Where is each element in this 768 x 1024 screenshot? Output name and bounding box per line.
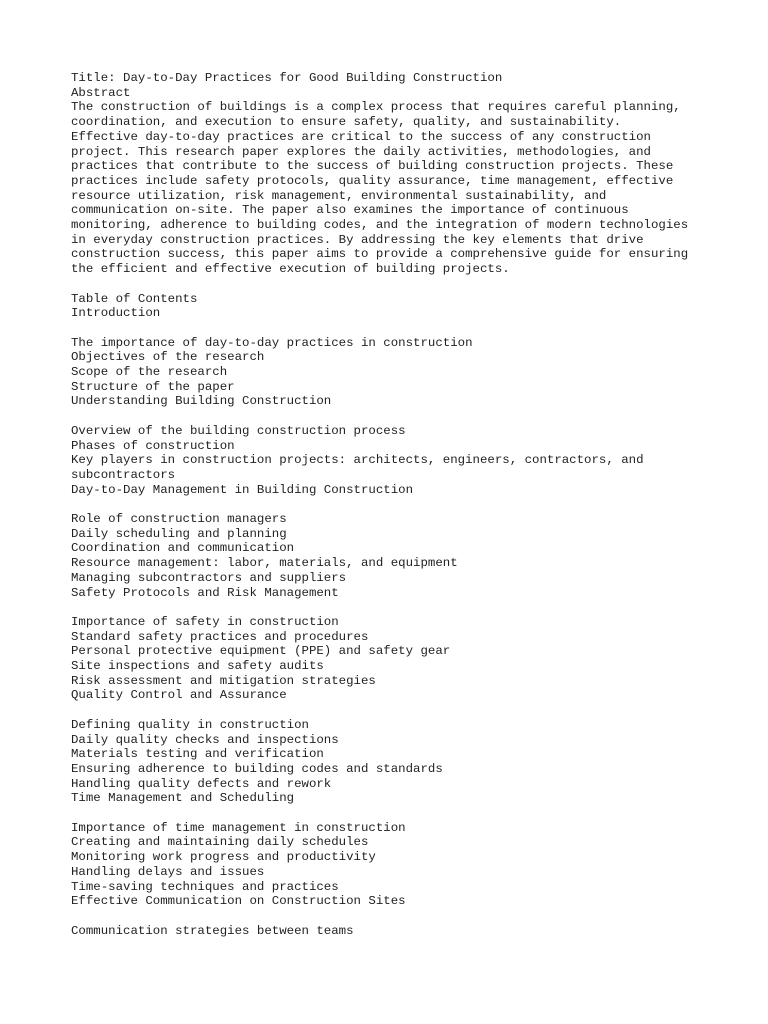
toc-item: Daily quality checks and inspections bbox=[71, 732, 339, 747]
abstract-line: practices that contribute to the success of building construction projects. These bbox=[71, 159, 674, 174]
spacer bbox=[71, 321, 728, 336]
toc-item: Materials testing and verification bbox=[71, 747, 324, 762]
toc-item: Phases of construction bbox=[71, 438, 235, 453]
abstract-line: practices include safety protocols, quality assurance, time management, effective bbox=[71, 173, 674, 188]
toc-item: Handling delays and issues bbox=[71, 864, 265, 879]
toc-item: Monitoring work progress and productivity bbox=[71, 850, 376, 865]
toc-item: Coordination and communication bbox=[71, 541, 295, 556]
spacer bbox=[71, 600, 728, 615]
abstract-line: Effective day-to-day practices are critical to the success of any construction bbox=[71, 129, 651, 144]
abstract-line: project. This research paper explores the daily activities, methodologies, and bbox=[71, 144, 651, 159]
toc-item: Ensuring adherence to building codes and standards bbox=[71, 761, 443, 776]
spacer bbox=[71, 277, 728, 292]
toc-item: Resource management: labor, materials, and equipment bbox=[71, 556, 458, 571]
spacer bbox=[71, 806, 728, 821]
toc-section-heading: Quality Control and Assurance bbox=[71, 688, 287, 703]
toc-item: Handling quality defects and rework bbox=[71, 776, 332, 791]
toc-item: Daily scheduling and planning bbox=[71, 526, 287, 541]
toc-item: The importance of day-to-day practices in construction bbox=[71, 335, 473, 350]
abstract-line: the efficient and effective execution of building projects. bbox=[71, 262, 510, 277]
abstract-line: monitoring, adherence to building codes, and the integration of modern technologies bbox=[71, 218, 689, 233]
toc-section-heading: Day-to-Day Management in Building Construction bbox=[71, 482, 414, 497]
toc-section-heading: Effective Communication on Construction Sites bbox=[71, 894, 406, 909]
abstract-line: coordination, and execution to ensure safety, quality, and sustainability. bbox=[71, 115, 622, 130]
toc-item: Structure of the paper bbox=[71, 379, 235, 394]
toc-heading: Table of Contents bbox=[71, 291, 198, 306]
abstract-line: resource utilization, risk management, environmental sustainability, and bbox=[71, 188, 607, 203]
toc-item: Communication strategies between teams bbox=[71, 923, 354, 938]
toc-item: Standard safety practices and procedures bbox=[71, 629, 369, 644]
toc-item: Objectives of the research bbox=[71, 350, 265, 365]
spacer bbox=[71, 497, 728, 512]
abstract-line: in everyday construction practices. By addressing the key elements that drive bbox=[71, 232, 644, 247]
toc-item: Overview of the building construction process bbox=[71, 423, 406, 438]
toc-item: Time-saving techniques and practices bbox=[71, 879, 339, 894]
toc-item: Managing subcontractors and suppliers bbox=[71, 570, 347, 585]
spacer bbox=[71, 703, 728, 718]
toc-section-heading: Introduction bbox=[71, 306, 161, 321]
toc-item: Defining quality in construction bbox=[71, 717, 309, 732]
abstract-line: construction success, this paper aims to provide a comprehensive guide for ensuring bbox=[71, 247, 689, 262]
toc-item: Key players in construction projects: architects, engineers, contractors, and subcontractors bbox=[71, 453, 644, 482]
abstract-line: The construction of buildings is a complex process that requires careful planning, bbox=[71, 100, 681, 115]
toc-section-heading: Understanding Building Construction bbox=[71, 394, 332, 409]
toc-item: Importance of time management in construction bbox=[71, 820, 406, 835]
toc-item: Personal protective equipment (PPE) and safety gear bbox=[71, 644, 451, 659]
abstract-body bbox=[71, 100, 728, 276]
table-of-contents bbox=[71, 306, 728, 938]
abstract-line: communication on-site. The paper also examines the importance of continuous bbox=[71, 203, 629, 218]
spacer bbox=[71, 409, 728, 424]
toc-section-heading: Time Management and Scheduling bbox=[71, 791, 295, 806]
toc-item: Role of construction managers bbox=[71, 512, 287, 527]
toc-item: Risk assessment and mitigation strategies bbox=[71, 673, 376, 688]
spacer bbox=[71, 909, 728, 924]
toc-section-heading: Safety Protocols and Risk Management bbox=[71, 585, 339, 600]
abstract-heading: Abstract bbox=[71, 85, 131, 100]
toc-item: Importance of safety in construction bbox=[71, 614, 339, 629]
document-title: Title: Day-to-Day Practices for Good Building Construction bbox=[71, 71, 503, 85]
toc-item: Scope of the research bbox=[71, 365, 228, 380]
toc-item: Site inspections and safety audits bbox=[71, 659, 324, 674]
toc-item: Creating and maintaining daily schedules bbox=[71, 835, 369, 850]
